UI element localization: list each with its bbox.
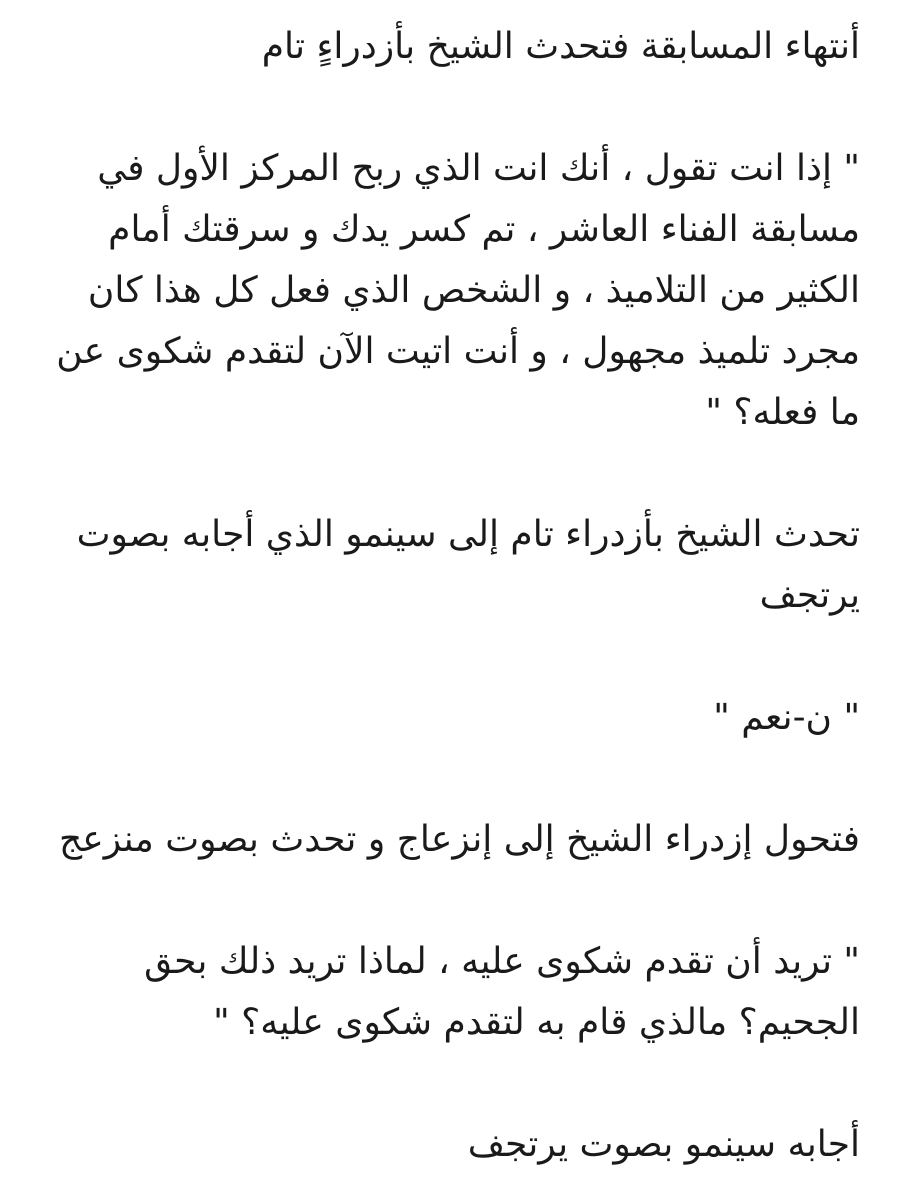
paragraph-narration-2: تحدث الشيخ بأزدراء تام إلى سينمو الذي أجابه بصوت يرتجف — [76, 514, 860, 616]
paragraph-dialogue-3: " تريد أن تقدم شكوى عليه ، لماذا تريد ذلك بحق الجحيم؟ مالذي قام به لتقدم شكوى عليه؟ " — [144, 941, 860, 1043]
paragraph-narration-1: أنتهاء المسابقة فتحدث الشيخ بأزدراءٍ تام — [261, 26, 860, 67]
paragraph-narration-3: فتحول إزدراء الشيخ إلى إنزعاج و تحدث بصوت منزعج — [59, 819, 860, 860]
paragraph-narration-4: أجابه سينمو بصوت يرتجف — [467, 1124, 860, 1165]
paragraph-dialogue-2: " ن-نعم " — [713, 697, 860, 738]
paragraph-dialogue-1: " إذا انت تقول ، أنك انت الذي ربح المركز الأول في مسابقة الفناء العاشر ، تم كسر يدك و سرقتك أمام الكثير من التلاميذ ، و الشخص الذي فعل كل هذا كان مجرد تلميذ مجهول ، و أنت اتيت الآن لتقدم شكوى عن ما فعله؟ " — [56, 148, 860, 433]
